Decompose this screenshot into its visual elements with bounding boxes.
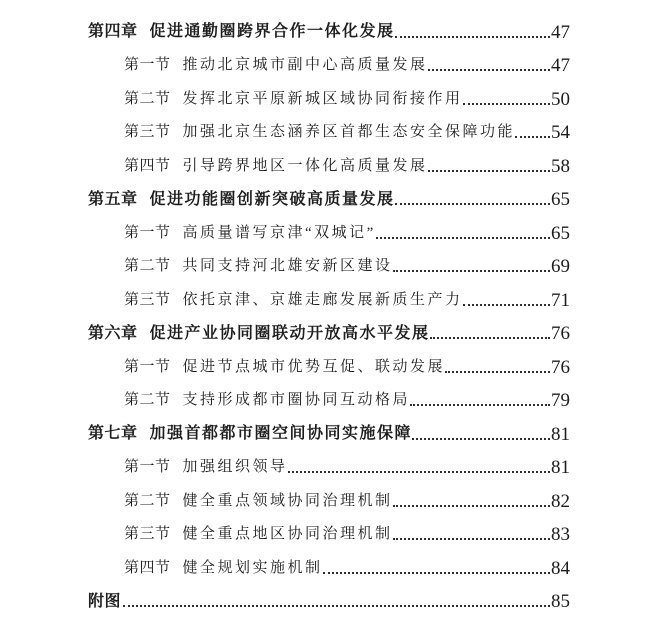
- toc-entry-label: 第三节: [124, 291, 171, 308]
- toc-entry-label: 第七章: [88, 425, 138, 443]
- toc-entry-label: 第四节: [124, 157, 171, 174]
- toc-entry: [88, 147, 570, 181]
- toc-entry-title: 加强组织领导: [182, 459, 288, 476]
- toc-leader-dots: [463, 304, 550, 306]
- toc-entry-label: 第五章: [88, 190, 138, 208]
- toc-entry: [88, 181, 570, 215]
- toc-leader-dots: [393, 538, 550, 540]
- toc-page-number: 47: [551, 21, 570, 43]
- toc-entry-title: 促进节点城市优势互促、联动发展: [182, 358, 446, 375]
- toc-entry-title: 健全规划实施机制: [182, 559, 323, 576]
- toc-entry: [88, 214, 570, 248]
- toc-leader-dots: [123, 605, 550, 607]
- toc-leader-dots: [428, 69, 550, 71]
- toc-entry: [88, 583, 570, 617]
- toc-entry: [88, 13, 570, 47]
- toc-entry-label: 第二节: [124, 492, 171, 509]
- toc-leader-dots: [376, 237, 550, 239]
- toc-leader-dots: [288, 471, 550, 473]
- toc-page-number: 83: [551, 524, 570, 545]
- toc-page-number: 65: [551, 189, 570, 210]
- toc-page-number: 58: [551, 155, 570, 177]
- toc-page-number: 76: [551, 323, 570, 344]
- toc-page-number: 47: [551, 55, 570, 76]
- toc-entry: [88, 482, 570, 516]
- toc-entry-title: 发挥北京平原新城区域协同衔接作用: [182, 90, 463, 107]
- toc-entry-title: 健全重点领域协同治理机制: [182, 492, 393, 509]
- toc-page-number: 65: [551, 222, 570, 244]
- toc-entry-label: 第三节: [124, 124, 171, 141]
- toc-page-number: 85: [551, 591, 570, 612]
- toc-entry: [88, 114, 570, 148]
- toc-entry-title: 促进产业协同圈联动开放高水平发展: [149, 324, 430, 342]
- toc-entry: [88, 516, 570, 550]
- toc-entry: [88, 348, 570, 382]
- toc-entry-title: 共同支持河北雄安新区建设: [182, 258, 393, 275]
- toc-leader-dots: [445, 371, 550, 373]
- toc-entry-title: 加强北京生态涵养区首都生态安全保障功能: [182, 124, 516, 141]
- toc-entry: [88, 449, 570, 483]
- toc-entry-label: 第三节: [124, 526, 171, 543]
- toc-entry-title: 支持形成都市圈协同互动格局: [182, 392, 411, 409]
- toc-entry-title: 高质量谱写京津“双城记”: [182, 224, 376, 241]
- toc-entry-label: 第二节: [124, 90, 171, 107]
- toc-entry-label: 第四章: [88, 23, 138, 41]
- toc-entry-title: 促进通勤圈跨界合作一体化发展: [149, 23, 395, 41]
- toc-entry-label: 第四节: [124, 559, 171, 576]
- toc-entry-label: 第一节: [124, 358, 171, 375]
- toc-entry: [88, 382, 570, 416]
- toc-entry: [88, 80, 570, 114]
- toc-leader-dots: [410, 404, 550, 406]
- toc-entry: [88, 415, 570, 449]
- toc-leader-dots: [515, 136, 550, 138]
- toc-entry-label: 第一节: [124, 459, 171, 476]
- toc-leader-dots: [395, 203, 550, 205]
- toc-leader-dots: [428, 170, 550, 172]
- toc-entry-title: 加强首都都市圈空间协同实施保障: [149, 425, 413, 443]
- toc-leader-dots: [430, 337, 550, 339]
- toc-entry-label: 附图: [88, 592, 122, 610]
- toc-entry-title: 依托京津、京雄走廊发展新质生产力: [182, 291, 463, 308]
- toc-page-number: 82: [551, 490, 570, 512]
- toc-page-number: 71: [551, 289, 570, 311]
- toc-leader-dots: [393, 270, 550, 272]
- toc-entry-title: 引导跨界地区一体化高质量发展: [182, 157, 428, 174]
- toc-entry-title: 推动北京城市副中心高质量发展: [182, 57, 428, 74]
- toc-page-number: 81: [551, 423, 570, 445]
- toc-page-number: 84: [551, 557, 570, 579]
- toc-leader-dots: [463, 103, 550, 105]
- toc-entry: [88, 281, 570, 315]
- toc-page-number: 54: [551, 122, 570, 143]
- toc-entry: [88, 47, 570, 81]
- toc-entry: [88, 549, 570, 583]
- toc-leader-dots: [393, 505, 550, 507]
- toc-leader-dots: [395, 36, 550, 38]
- toc-entry-label: 第一节: [124, 57, 171, 74]
- toc-entry-title: 健全重点地区协同治理机制: [182, 526, 393, 543]
- toc-entry: [88, 248, 570, 282]
- toc-entry-title: 促进功能圈创新突破高质量发展: [149, 190, 395, 208]
- toc-page-number: 50: [551, 88, 570, 110]
- toc-list: [88, 13, 570, 616]
- toc-page-number: 79: [551, 390, 570, 411]
- toc-page-number: 76: [551, 356, 570, 378]
- toc-leader-dots: [323, 572, 550, 574]
- toc-entry-label: 第二节: [124, 258, 171, 275]
- toc-page-number: 69: [551, 256, 570, 277]
- toc-entry-label: 第一节: [124, 224, 171, 241]
- toc-entry-label: 第六章: [88, 324, 138, 342]
- toc-entry-label: 第二节: [124, 392, 171, 409]
- toc-leader-dots: [412, 438, 550, 440]
- toc-entry: [88, 315, 570, 349]
- toc-page-number: 81: [551, 457, 570, 478]
